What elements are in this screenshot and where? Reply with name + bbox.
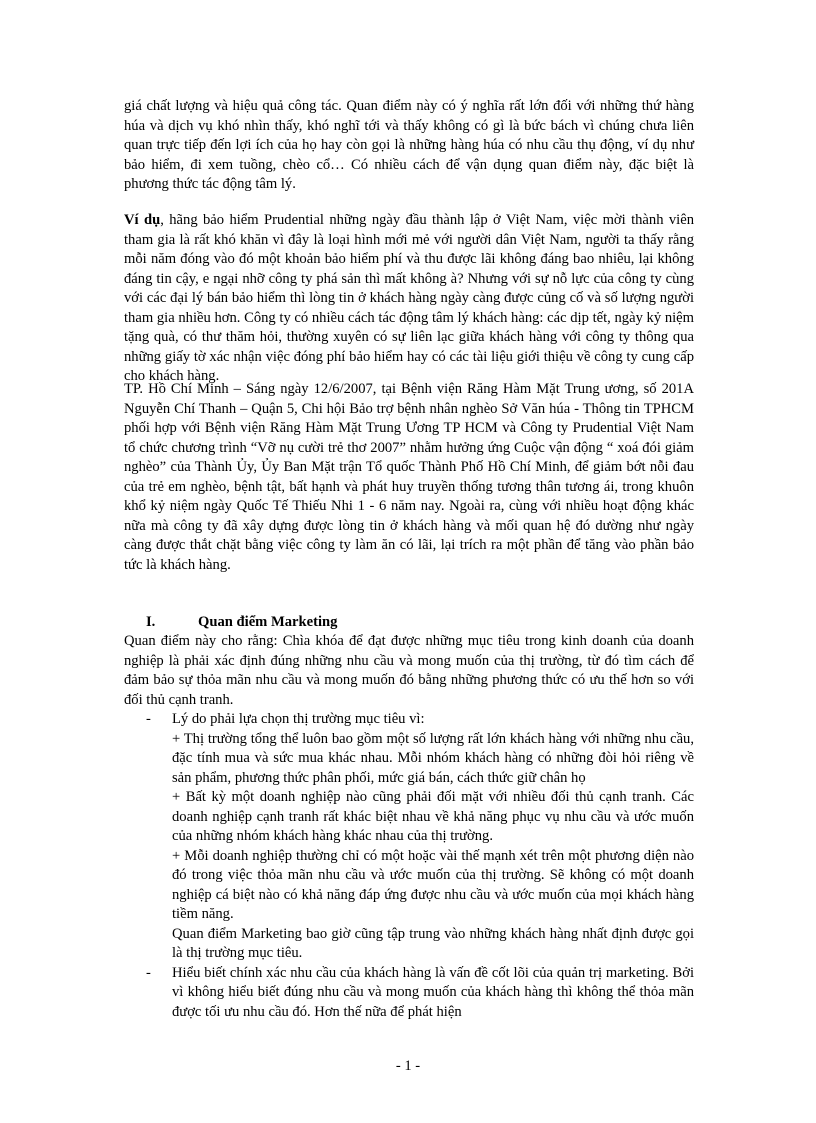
section-number: I. xyxy=(146,614,156,630)
paragraph-intro xyxy=(124,97,694,195)
section-heading xyxy=(124,613,694,633)
list-subitem: Quan điểm Marketing bao giờ cũng tập trung vào những khách hàng nhất định được gọi là thị trường mục tiêu. xyxy=(172,925,694,961)
list-item xyxy=(124,710,694,964)
paragraph-text: TP. Hồ Chí Minh – Sáng ngày 12/6/2007, tại Bệnh viện Răng Hàm Mặt Trung ương, số 201A Nguyễn Chí Thanh – Quận 5, Chi hội Bảo trợ bệnh nhân nghèo Sở Văn húa - Thông tin TPHCM phối hợp với Bệnh viện Răng Hàm Mặt Trung Ương TP HCM và Công ty Prudential Việt Nam tổ chức chương trình “Vỡ nụ cười trẻ thơ 2007” nhằm hưởng ứng Cuộc vận động “ xoá đói giảm nghèo” của Thành Ủy, Ủy Ban Mặt trận Tổ quốc Thành Phố Hồ Chí Minh, để giảm bớt nỗi đau của trẻ em nghèo, bệnh tật, bất hạnh và phát huy truyền thống tương thân tương ái, trong khuôn khổ kỷ niệm ngày Quốc Tế Thiếu Nhi 1 - 6 năm nay. Ngoài ra, cùng với nhiều hoạt động khác nữa mà công ty đã xây dựng được lòng tin ở khách hàng và mối quan hệ đó dường như ngày càng được thắt chặt bằng việc công ty làm ăn có lãi, lại trích ra một phần để tăng vào phần bảo tức là khách hàng. xyxy=(124,381,694,573)
paragraph-marketing-concept xyxy=(124,632,694,710)
list-item xyxy=(124,964,694,1023)
list-subitem: + Bất kỳ một doanh nghiệp nào cũng phải đối mặt với nhiều đối thủ cạnh tranh. Các doanh nghiệp cạnh tranh rất khác biệt nhau về khả năng phục vụ nhu cầu và ước muốn của những nhóm khách hàng khác nhau của thị trường. xyxy=(172,789,694,844)
bullet-list xyxy=(124,710,694,1022)
list-item-title: Lý do phải lựa chọn thị trường mục tiêu vì: xyxy=(172,711,425,727)
paragraph-text: giá chất lượng và hiệu quả công tác. Quan điểm này có ý nghĩa rất lớn đối với những thứ hàng húa và dịch vụ khó nhìn thấy, khó nghĩ tới và thấy không có gì là bức bách vì chúng chưa liên quan trực tiếp đến lợi ích của họ hay còn gọi là những hàng húa có nhu cầu thụ động, ví dụ như bảo hiểm, đi xem tuồng, chèo cổ… Có nhiều cách để vận dụng quan điểm này, đặc biệt là phương thức tác động tâm lý. xyxy=(124,98,694,192)
example-body: , hãng bảo hiểm Prudential những ngày đầu thành lập ở Việt Nam, việc mời thành viên tham gia là rất khó khăn vì đây là loại hình mới mẻ với người dân Việt Nam, người ta thấy rằng mỗi năm đóng vào đó một khoản bảo hiểm phí và thu được lãi không đáng bao nhiêu, lại không đáng tin cậy, e ngại nhỡ công ty phá sản thì mất không à? Nhưng với sự nỗ lực của công ty cùng với các đại lý bán bảo hiểm thì lòng tin ở khách hàng ngày càng được củng cố và số lượng người tham gia nhiều hơn. Công ty có nhiều cách tác động tâm lý khách hàng: các dịp tết, ngày kỷ niệm tặng quà, có thư thăm hỏi, thường xuyên có sự liên lạc giữa khách hàng với công ty thông qua những giấy tờ xác nhận việc đóng phí bảo hiểm hay có các tài liệu giới thiệu về công ty cung cấp cho khách hàng. xyxy=(124,212,694,384)
page-number: - 1 - xyxy=(395,1058,421,1074)
example-lead: Ví dụ xyxy=(124,212,161,228)
paragraph-event xyxy=(124,380,694,575)
list-subitem: + Thị trường tổng thể luôn bao gồm một số lượng rất lớn khách hàng với những nhu cầu, đặc tính mua và sức mua khác nhau. Mỗi nhóm khách hàng có những đòi hỏi riêng về sản phẩm, phương thức phân phối, mức giá bán, cách thức giữ chân họ xyxy=(172,730,694,786)
paragraph-example xyxy=(124,211,694,387)
paragraph-text xyxy=(124,211,694,387)
list-dash: - xyxy=(146,711,151,727)
section-title: Quan điểm Marketing xyxy=(198,614,338,630)
paragraph-text: Quan điểm này cho rằng: Chìa khóa để đạt được những mục tiêu trong kinh doanh của doanh nghiệp là phải xác định đúng những nhu cầu và mong muốn của thị trường, từ đó tìm cách để đảm bảo sự thỏa mãn nhu cầu và mong muốn đó bằng những phương thức có ưu thế hơn so với đối thủ cạnh tranh. xyxy=(124,633,694,708)
list-subitem: + Mỗi doanh nghiệp thường chỉ có một hoặc vài thế mạnh xét trên một phương diện nào đó trong việc thỏa mãn nhu cầu và ước muốn của thị trường. Sẽ không có một doanh nghiệp cá biệt nào có khả năng đáp ứng được nhu cầu và ước muốn của mọi khách hàng tiềm năng. xyxy=(172,847,694,922)
list-dash: - xyxy=(146,964,151,981)
list-item-text: Hiểu biết chính xác nhu cầu của khách hàng là vấn đề cốt lõi của quản trị marketing. Bởi vì không hiểu biết đúng nhu cầu và mong muốn của khách hàng thì không thể thỏa mãn được tối ưu nhu cầu đó. Hơn thế nữa để phát hiện xyxy=(172,964,694,1020)
